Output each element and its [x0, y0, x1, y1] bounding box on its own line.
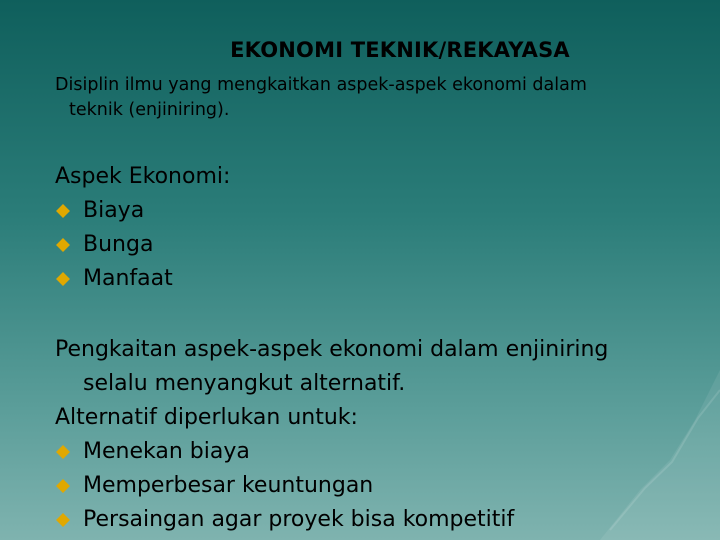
- diamond-bullet-icon: [56, 513, 70, 527]
- diamond-bullet-icon: [56, 445, 70, 459]
- diamond-bullet-icon: [56, 204, 70, 218]
- diamond-bullet-icon: [56, 479, 70, 493]
- alternative-label: Memperbesar keuntungan: [83, 473, 374, 498]
- alternative-label: Menekan biaya: [83, 439, 250, 464]
- mountain-decoration: [600, 370, 720, 540]
- aspects-block: [55, 160, 230, 296]
- alternative-label: Persaingan agar proyek bisa kompetitif: [83, 507, 515, 532]
- definition-line-2: teknik (enjiniring).: [69, 100, 230, 120]
- linkage-line-1: Pengkaitan aspek-aspek ekonomi dalam enjiniring: [55, 337, 609, 362]
- aspect-label: Bunga: [83, 232, 154, 257]
- list-item: [55, 503, 608, 537]
- aspect-label: Biaya: [83, 198, 145, 223]
- diamond-bullet-icon: [56, 272, 70, 286]
- diamond-bullet-icon: [56, 238, 70, 252]
- linkage-line-2: selalu menyangkut alternatif.: [83, 371, 406, 396]
- slide-title: EKONOMI TEKNIK/REKAYASA: [230, 38, 570, 62]
- alternatives-heading: Alternatif diperlukan untuk:: [55, 405, 358, 430]
- list-item: [55, 262, 230, 296]
- list-item: [55, 469, 608, 503]
- list-item: [55, 435, 608, 469]
- list-item: [55, 228, 230, 262]
- definition-line-1: Disiplin ilmu yang mengkaitkan aspek-aspek ekonomi dalam: [55, 75, 587, 95]
- list-item: [55, 194, 230, 228]
- alternatives-block: [55, 333, 608, 537]
- aspects-heading: Aspek Ekonomi:: [55, 164, 231, 189]
- aspect-label: Manfaat: [83, 266, 173, 291]
- definition-text: [55, 73, 695, 123]
